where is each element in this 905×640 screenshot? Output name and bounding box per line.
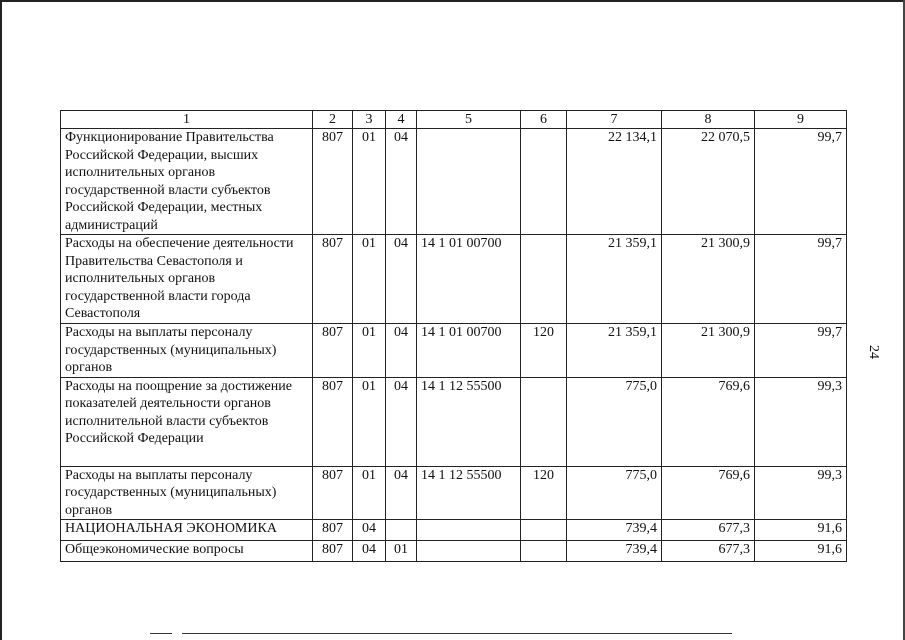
header-cell: 1 xyxy=(61,111,313,129)
row-target-code: 14 1 12 55500 xyxy=(417,377,521,466)
row-percent: 99,3 xyxy=(755,466,847,520)
row-ministry-code: 807 xyxy=(313,377,353,466)
row-subsection-code: 04 xyxy=(386,324,417,378)
page-number: 24 xyxy=(866,345,881,359)
row-section-code: 01 xyxy=(353,129,386,235)
row-section-code: 04 xyxy=(353,541,386,562)
page-border-top xyxy=(0,0,905,2)
row-planned: 775,0 xyxy=(567,466,662,520)
row-percent: 91,6 xyxy=(755,541,847,562)
row-expense-type xyxy=(521,235,567,324)
header-cell: 4 xyxy=(386,111,417,129)
row-ministry-code: 807 xyxy=(313,235,353,324)
table-row xyxy=(61,541,847,562)
row-percent: 99,3 xyxy=(755,377,847,466)
row-percent: 99,7 xyxy=(755,129,847,235)
row-subsection-code xyxy=(386,520,417,541)
row-expense-type xyxy=(521,377,567,466)
row-ministry-code: 807 xyxy=(313,466,353,520)
row-expense-type xyxy=(521,129,567,235)
bottom-rule-short xyxy=(150,633,172,634)
row-percent: 99,7 xyxy=(755,324,847,378)
budget-table xyxy=(60,110,847,562)
row-expense-type: 120 xyxy=(521,324,567,378)
row-percent: 99,7 xyxy=(755,235,847,324)
row-expense-type xyxy=(521,520,567,541)
table-row xyxy=(61,377,847,466)
header-cell: 2 xyxy=(313,111,353,129)
row-executed: 769,6 xyxy=(662,377,755,466)
row-section-code: 04 xyxy=(353,520,386,541)
row-name: Общеэкономические вопросы xyxy=(61,541,313,562)
row-subsection-code: 04 xyxy=(386,466,417,520)
row-planned: 775,0 xyxy=(567,377,662,466)
row-target-code xyxy=(417,129,521,235)
row-planned: 739,4 xyxy=(567,520,662,541)
row-subsection-code: 04 xyxy=(386,377,417,466)
row-name: Расходы на обеспечение деятельности Правительства Севастополя и исполнительных органов государственной власти города Севастополя xyxy=(61,235,313,324)
row-name: НАЦИОНАЛЬНАЯ ЭКОНОМИКА xyxy=(61,520,313,541)
table-row xyxy=(61,324,847,378)
row-expense-type: 120 xyxy=(521,466,567,520)
page-border-left xyxy=(0,0,2,640)
table-header-row xyxy=(61,111,847,129)
row-executed: 677,3 xyxy=(662,541,755,562)
row-executed: 22 070,5 xyxy=(662,129,755,235)
header-cell: 5 xyxy=(417,111,521,129)
row-planned: 22 134,1 xyxy=(567,129,662,235)
row-target-code xyxy=(417,520,521,541)
row-name: Расходы на поощрение за достижение показателей деятельности органов исполнительной власти субъектов Российской Федерации xyxy=(61,377,313,466)
row-executed: 677,3 xyxy=(662,520,755,541)
row-subsection-code: 04 xyxy=(386,129,417,235)
header-cell: 9 xyxy=(755,111,847,129)
row-target-code xyxy=(417,541,521,562)
row-planned: 21 359,1 xyxy=(567,235,662,324)
row-target-code: 14 1 01 00700 xyxy=(417,324,521,378)
table-row xyxy=(61,129,847,235)
row-executed: 21 300,9 xyxy=(662,235,755,324)
row-name: Расходы на выплаты персоналу государственных (муниципальных) органов xyxy=(61,466,313,520)
row-executed: 21 300,9 xyxy=(662,324,755,378)
row-target-code: 14 1 01 00700 xyxy=(417,235,521,324)
row-section-code: 01 xyxy=(353,377,386,466)
row-section-code: 01 xyxy=(353,324,386,378)
header-cell: 3 xyxy=(353,111,386,129)
table-row xyxy=(61,520,847,541)
table-row xyxy=(61,235,847,324)
header-cell: 6 xyxy=(521,111,567,129)
row-planned: 21 359,1 xyxy=(567,324,662,378)
row-subsection-code: 04 xyxy=(386,235,417,324)
row-name: Расходы на выплаты персоналу государственных (муниципальных) органов xyxy=(61,324,313,378)
row-ministry-code: 807 xyxy=(313,129,353,235)
row-ministry-code: 807 xyxy=(313,520,353,541)
row-expense-type xyxy=(521,541,567,562)
row-target-code: 14 1 12 55500 xyxy=(417,466,521,520)
header-cell: 7 xyxy=(567,111,662,129)
row-subsection-code: 01 xyxy=(386,541,417,562)
row-executed: 769,6 xyxy=(662,466,755,520)
table-row xyxy=(61,466,847,520)
row-ministry-code: 807 xyxy=(313,541,353,562)
bottom-rule-long xyxy=(182,633,732,634)
header-cell: 8 xyxy=(662,111,755,129)
row-section-code: 01 xyxy=(353,235,386,324)
row-percent: 91,6 xyxy=(755,520,847,541)
row-section-code: 01 xyxy=(353,466,386,520)
row-name: Функционирование Правительства Российской Федерации, высших исполнительных органов государственной власти субъектов Российской Федерации, местных администраций xyxy=(61,129,313,235)
row-ministry-code: 807 xyxy=(313,324,353,378)
row-planned: 739,4 xyxy=(567,541,662,562)
